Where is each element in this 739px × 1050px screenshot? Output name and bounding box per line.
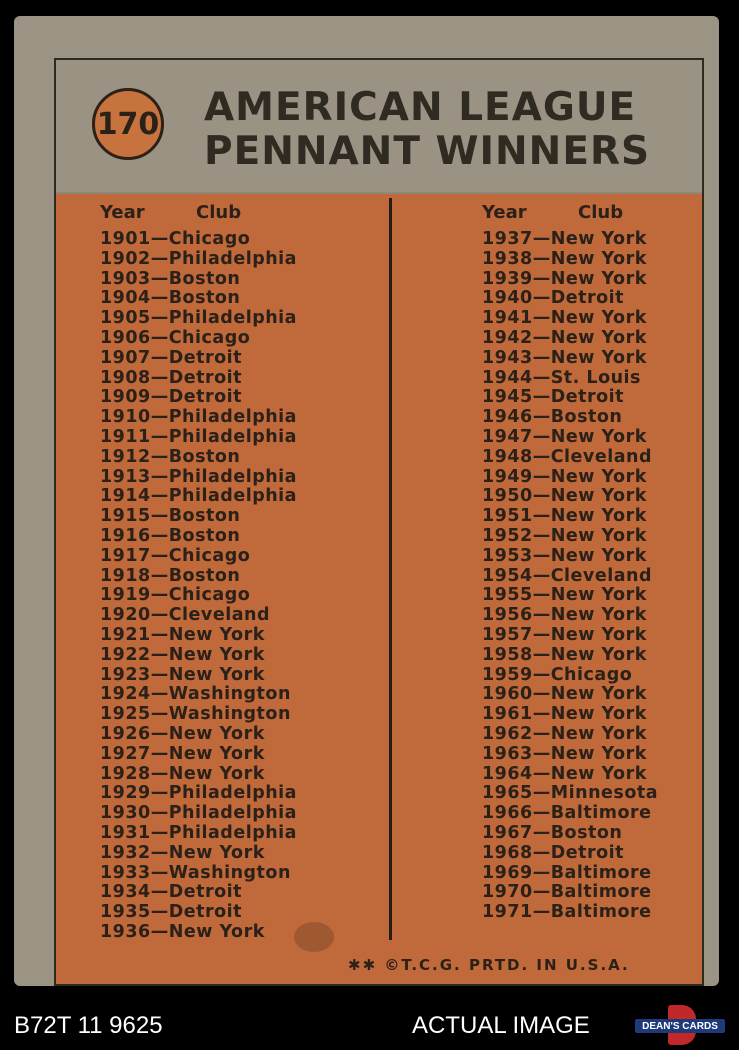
list-item: 1918—Boston: [100, 565, 241, 586]
list-item: 1940—Detroit: [482, 288, 624, 309]
list-item: 1949—New York: [482, 466, 647, 487]
left-column: [100, 202, 297, 943]
year-header: Year: [100, 202, 145, 223]
logo-text: DEAN'S CARDS: [635, 1019, 725, 1033]
list-item: 1908—Detroit: [100, 367, 242, 388]
list-item: 1952—New York: [482, 525, 647, 546]
list-item: 1931—Philadelphia: [100, 822, 297, 843]
list-item: 1948—Cleveland: [482, 446, 652, 467]
column-divider: [389, 198, 392, 940]
list-item: 1916—Boston: [100, 525, 241, 546]
list-item: 1942—New York: [482, 327, 647, 348]
list-item: 1936—New York: [100, 921, 265, 942]
card-frame: [54, 58, 704, 986]
list-item: 1902—Philadelphia: [100, 248, 297, 269]
list-item: 1957—New York: [482, 624, 647, 645]
list-item: 1910—Philadelphia: [100, 407, 297, 428]
list-item: 1901—Chicago: [100, 229, 251, 249]
list-item: 1959—Chicago: [482, 664, 633, 685]
right-rows: [482, 230, 658, 923]
list-item: 1930—Philadelphia: [100, 803, 297, 824]
title-line-1: AMERICAN LEAGUE: [204, 85, 637, 130]
list-item: 1970—Baltimore: [482, 882, 652, 903]
list-item: 1934—Detroit: [100, 882, 242, 903]
list-item: 1923—New York: [100, 664, 265, 685]
list-item: 1912—Boston: [100, 446, 241, 467]
list-item: 1932—New York: [100, 842, 265, 863]
list-item: 1965—Minnesota: [482, 783, 659, 804]
list-item: 1966—Baltimore: [482, 803, 652, 824]
list-item: 1938—New York: [482, 248, 647, 269]
list-item: 1935—Detroit: [100, 902, 242, 923]
list-item: 1919—Chicago: [100, 585, 251, 606]
list-item: 1906—Chicago: [100, 327, 251, 348]
list-item: 1967—Boston: [482, 822, 623, 843]
list-item: 1915—Boston: [100, 506, 241, 527]
list-item: 1950—New York: [482, 486, 647, 507]
card-footer: ✱✱ ©T.C.G. PRTD. IN U.S.A.: [348, 956, 630, 974]
list-item: 1928—New York: [100, 763, 265, 784]
cert-number: B72T 11 9625: [14, 1012, 163, 1039]
list-item: 1917—Chicago: [100, 545, 251, 566]
baseball-card: [14, 16, 719, 986]
list-item: 1954—Cleveland: [482, 565, 652, 586]
list-item: 1929—Philadelphia: [100, 783, 297, 804]
list-item: 1920—Cleveland: [100, 605, 270, 626]
list-item: 1937—New York: [482, 229, 647, 249]
winners-list-area: [56, 194, 702, 984]
list-item: 1946—Boston: [482, 407, 623, 428]
card-title: [204, 86, 650, 174]
list-item: 1903—Boston: [100, 268, 241, 289]
list-item: 1941—New York: [482, 308, 647, 329]
list-item: 1971—Baltimore: [482, 902, 652, 923]
club-header: Club: [196, 202, 242, 223]
list-item: 1956—New York: [482, 605, 647, 626]
deans-cards-logo: [632, 1005, 728, 1045]
list-item: 1933—Washington: [100, 862, 291, 883]
list-item: 1925—Washington: [100, 704, 291, 725]
list-item: 1955—New York: [482, 585, 647, 606]
list-item: 1904—Boston: [100, 288, 241, 309]
list-item: 1926—New York: [100, 723, 265, 744]
card-number-badge: 170: [92, 88, 164, 160]
list-item: 1914—Philadelphia: [100, 486, 297, 507]
list-item: 1964—New York: [482, 763, 647, 784]
list-item: 1911—Philadelphia: [100, 426, 297, 447]
club-header: Club: [578, 202, 624, 223]
list-item: 1951—New York: [482, 506, 647, 527]
left-rows: [100, 230, 297, 943]
title-line-2: PENNANT WINNERS: [204, 129, 651, 174]
list-item: 1962—New York: [482, 723, 647, 744]
list-item: 1921—New York: [100, 624, 265, 645]
list-item: 1958—New York: [482, 644, 647, 665]
list-item: 1905—Philadelphia: [100, 308, 297, 329]
list-item: 1927—New York: [100, 743, 265, 764]
list-item: 1961—New York: [482, 704, 647, 725]
right-column-header: [482, 202, 658, 230]
actual-image-label: ACTUAL IMAGE: [412, 1012, 590, 1039]
list-item: 1944—St. Louis: [482, 367, 641, 388]
list-item: 1913—Philadelphia: [100, 466, 297, 487]
list-item: 1939—New York: [482, 268, 647, 289]
list-item: 1968—Detroit: [482, 842, 624, 863]
left-column-header: [100, 202, 297, 230]
list-item: 1947—New York: [482, 426, 647, 447]
right-column: [482, 202, 658, 923]
list-item: 1922—New York: [100, 644, 265, 665]
list-item: 1953—New York: [482, 545, 647, 566]
stain-mark: [294, 922, 334, 952]
list-item: 1945—Detroit: [482, 387, 624, 408]
year-header: Year: [482, 202, 527, 223]
card-header: [56, 60, 702, 192]
list-item: 1924—Washington: [100, 684, 291, 705]
list-item: 1909—Detroit: [100, 387, 242, 408]
list-item: 1907—Detroit: [100, 347, 242, 368]
list-item: 1960—New York: [482, 684, 647, 705]
list-item: 1963—New York: [482, 743, 647, 764]
list-item: 1969—Baltimore: [482, 862, 652, 883]
list-item: 1943—New York: [482, 347, 647, 368]
